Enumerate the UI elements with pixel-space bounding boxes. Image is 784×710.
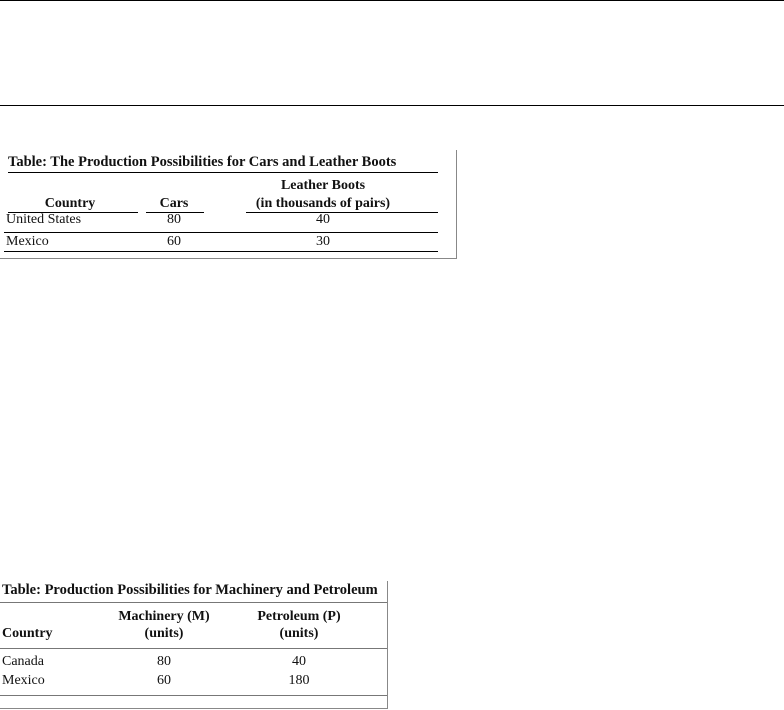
row2-machinery: 60 [157,673,171,688]
row1-machinery: 80 [157,654,171,669]
table-caption: Table: The Production Possibilities for Cars and Leather Boots [8,154,397,170]
row-rule [4,232,438,233]
row1-country: Canada [2,654,44,669]
row1-boots: 40 [316,212,330,227]
header-cars: Cars [159,196,189,211]
row2-cars: 60 [167,234,181,249]
cars-boots-table [0,150,457,259]
header-rule [0,648,387,649]
table-caption: Table: Production Possibilities for Machinery and Petroleum [2,582,378,598]
row2-petroleum: 180 [288,673,310,688]
header-boots-line2: (in thousands of pairs) [255,196,391,211]
header-petroleum-line2: (units) [279,626,319,641]
header-country: Country [2,626,53,641]
table-bottom-rule [0,695,387,696]
header-petroleum-line1: Petroleum (P) [257,609,341,624]
row1-country: United States [6,212,82,227]
row2-country: Mexico [6,234,49,249]
row1-petroleum: 40 [292,654,306,669]
caption-rule [0,602,387,603]
row2-boots: 30 [316,234,330,249]
top-divider [0,0,784,1]
header-machinery-line1: Machinery (M) [118,609,210,624]
header-boots-line1: Leather Boots [280,178,366,193]
row2-country: Mexico [2,673,45,688]
row1-cars: 80 [167,212,181,227]
header-country: Country [44,196,96,211]
section-divider [0,105,784,106]
table-bottom-rule [4,251,438,252]
machinery-petroleum-table [0,581,388,709]
header-machinery-line2: (units) [144,626,184,641]
caption-rule [8,172,438,173]
